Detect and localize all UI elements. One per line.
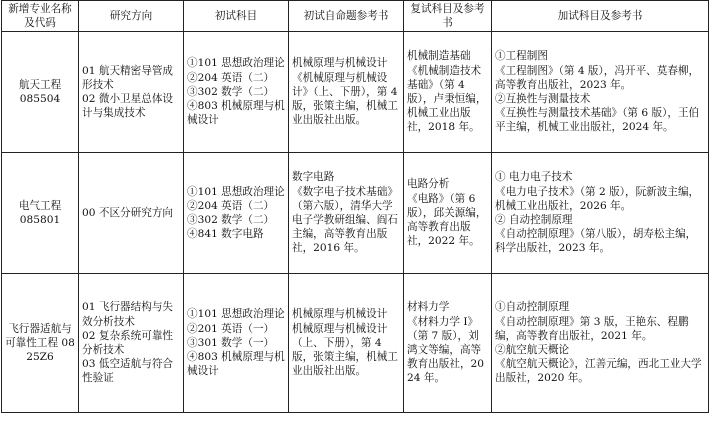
extra-detail: 《自动控制原理》（第八版），胡寿松主编，科学出版社，2023 年。 — [495, 228, 697, 255]
extra-detail: 《互换性与测量技术基础》（第 6 版），王伯平主编，机械工业出版社，2024 年。 — [495, 107, 700, 134]
header-extra: 加试科目及参考书 — [492, 1, 709, 32]
retest-detail: 《电路》（第 6 版），邱关源编，高等教育出版社，2022 年。 — [407, 192, 487, 248]
ref-book-detail: 机械原理与机械设计（上、下册），第 4 版，张策主编，机械工业出版社出版。 — [292, 322, 398, 378]
major-cell — [2, 153, 79, 274]
major-name: 航天工程 — [18, 78, 62, 91]
ref-book-cell — [289, 274, 404, 413]
header-row — [2, 1, 709, 32]
exam-item: ④803 机械原理与机械设计 — [187, 351, 285, 378]
direction-item: 03 低空适航与符合性验证 — [82, 358, 174, 385]
retest-cell — [404, 153, 492, 274]
direction-cell — [79, 153, 184, 274]
retest-cell — [404, 32, 492, 153]
exam-item: ②201 英语（一） — [187, 322, 275, 335]
extra-subject: ② 自动控制原理 — [495, 214, 573, 226]
ref-book-subject: 机械原理与机械设计 — [292, 308, 388, 321]
ref-book-detail: 《机械原理与机械设计》（上、下册），第 4 版，张策主编，机械工业出版社出版。 — [292, 71, 398, 127]
direction-item: 00 不区分研究方向 — [82, 206, 174, 219]
extra-cell — [492, 32, 709, 153]
ref-book-subject: 数字电路 — [292, 171, 335, 184]
extra-cell — [492, 274, 709, 413]
extra-subject: ②互换性与测量技术 — [495, 93, 591, 105]
major-cell — [2, 32, 79, 153]
exam-item: ①101 思想政治理论 — [187, 57, 285, 70]
direction-item: 02 复杂系统可靠性分析技术 — [82, 329, 174, 356]
retest-subject: 电路分析 — [407, 178, 450, 191]
table-row — [2, 153, 709, 274]
extra-detail: 《自动控制原理》第 3 版，王艳东、程鹏编，高等教育出版社，2021 年。 — [495, 315, 689, 342]
extra-subject: ① 电力电子技术 — [495, 171, 573, 184]
direction-item: 01 航天精密导管成形技术 — [82, 64, 174, 91]
major-name: 飞行器适航与可靠性工程 0825Z6 — [5, 322, 75, 364]
exam-item: ①101 思想政治理论 — [187, 185, 285, 198]
ref-book-cell — [289, 32, 404, 153]
header-exam-subjects: 初试科目 — [184, 1, 289, 32]
direction-item: 01 飞行器结构与失效分析技术 — [82, 301, 174, 328]
retest-cell — [404, 274, 492, 413]
exam-cell — [184, 32, 289, 153]
ref-book-subject: 机械原理与机械设计 — [292, 57, 388, 70]
direction-cell — [79, 274, 184, 413]
header-ref-books: 初试自命题参考书 — [289, 1, 404, 32]
admissions-table — [1, 0, 709, 413]
extra-detail: 《电力电子技术》（第 2 版），阮新波主编，机械工业出版社，2026 年。 — [495, 185, 700, 212]
major-name: 电气工程 — [18, 199, 62, 212]
retest-detail: 《机械制造技术基础》（第 4 版），卢秉恒编，机械工业出版社，2018 年。 — [407, 64, 487, 134]
exam-item: ③302 数学（二） — [187, 85, 275, 98]
ref-book-detail: 《数字电子技术基础》（第六版），清华大学电子学教研组编、阎石主编，高等教育出版社，2016 年。 — [292, 185, 398, 255]
major-code: 085801 — [19, 214, 61, 226]
retest-detail: 《材料力学 I》（第 7 版），刘鸿文等编，高等教育出版社，2024 年。 — [407, 315, 485, 385]
exam-cell — [184, 274, 289, 413]
ref-book-cell — [289, 153, 404, 274]
table-row — [2, 32, 709, 153]
exam-item: ③302 数学（二） — [187, 214, 275, 226]
extra-detail: 《航空航天概论》，江善元编，西北工业大学出版社，2020 年。 — [495, 358, 702, 385]
exam-item: ③301 数学（一） — [187, 336, 275, 349]
header-retest: 复试科目及参考书 — [404, 1, 492, 32]
extra-subject: ①工程制图 — [495, 50, 548, 63]
retest-subject: 机械制造基础 — [407, 50, 471, 63]
retest-subject: 材料力学 — [407, 301, 450, 314]
extra-subject: ②航空航天概论 — [495, 344, 570, 356]
major-cell — [2, 274, 79, 413]
table-row — [2, 274, 709, 413]
extra-detail: 《工程制图》（第 4 版），冯开平、莫春柳，高等教育出版社，2023 年。 — [495, 64, 700, 91]
exam-item: ②204 英语（二） — [187, 199, 275, 212]
extra-cell — [492, 153, 709, 274]
exam-item: ④803 机械原理与机械设计 — [187, 100, 285, 127]
header-direction: 研究方向 — [79, 1, 184, 32]
direction-item: 02 微小卫星总体设计与集成技术 — [82, 93, 174, 120]
extra-subject: ①自动控制原理 — [495, 301, 570, 314]
header-major: 新增专业名称及代码 — [2, 1, 79, 32]
exam-item: ①101 思想政治理论 — [187, 308, 285, 321]
direction-cell — [79, 32, 184, 153]
exam-item: ②204 英语（二） — [187, 71, 275, 84]
major-code: 085504 — [19, 93, 61, 105]
exam-item: ④841 数字电路 — [187, 228, 264, 241]
exam-cell — [184, 153, 289, 274]
